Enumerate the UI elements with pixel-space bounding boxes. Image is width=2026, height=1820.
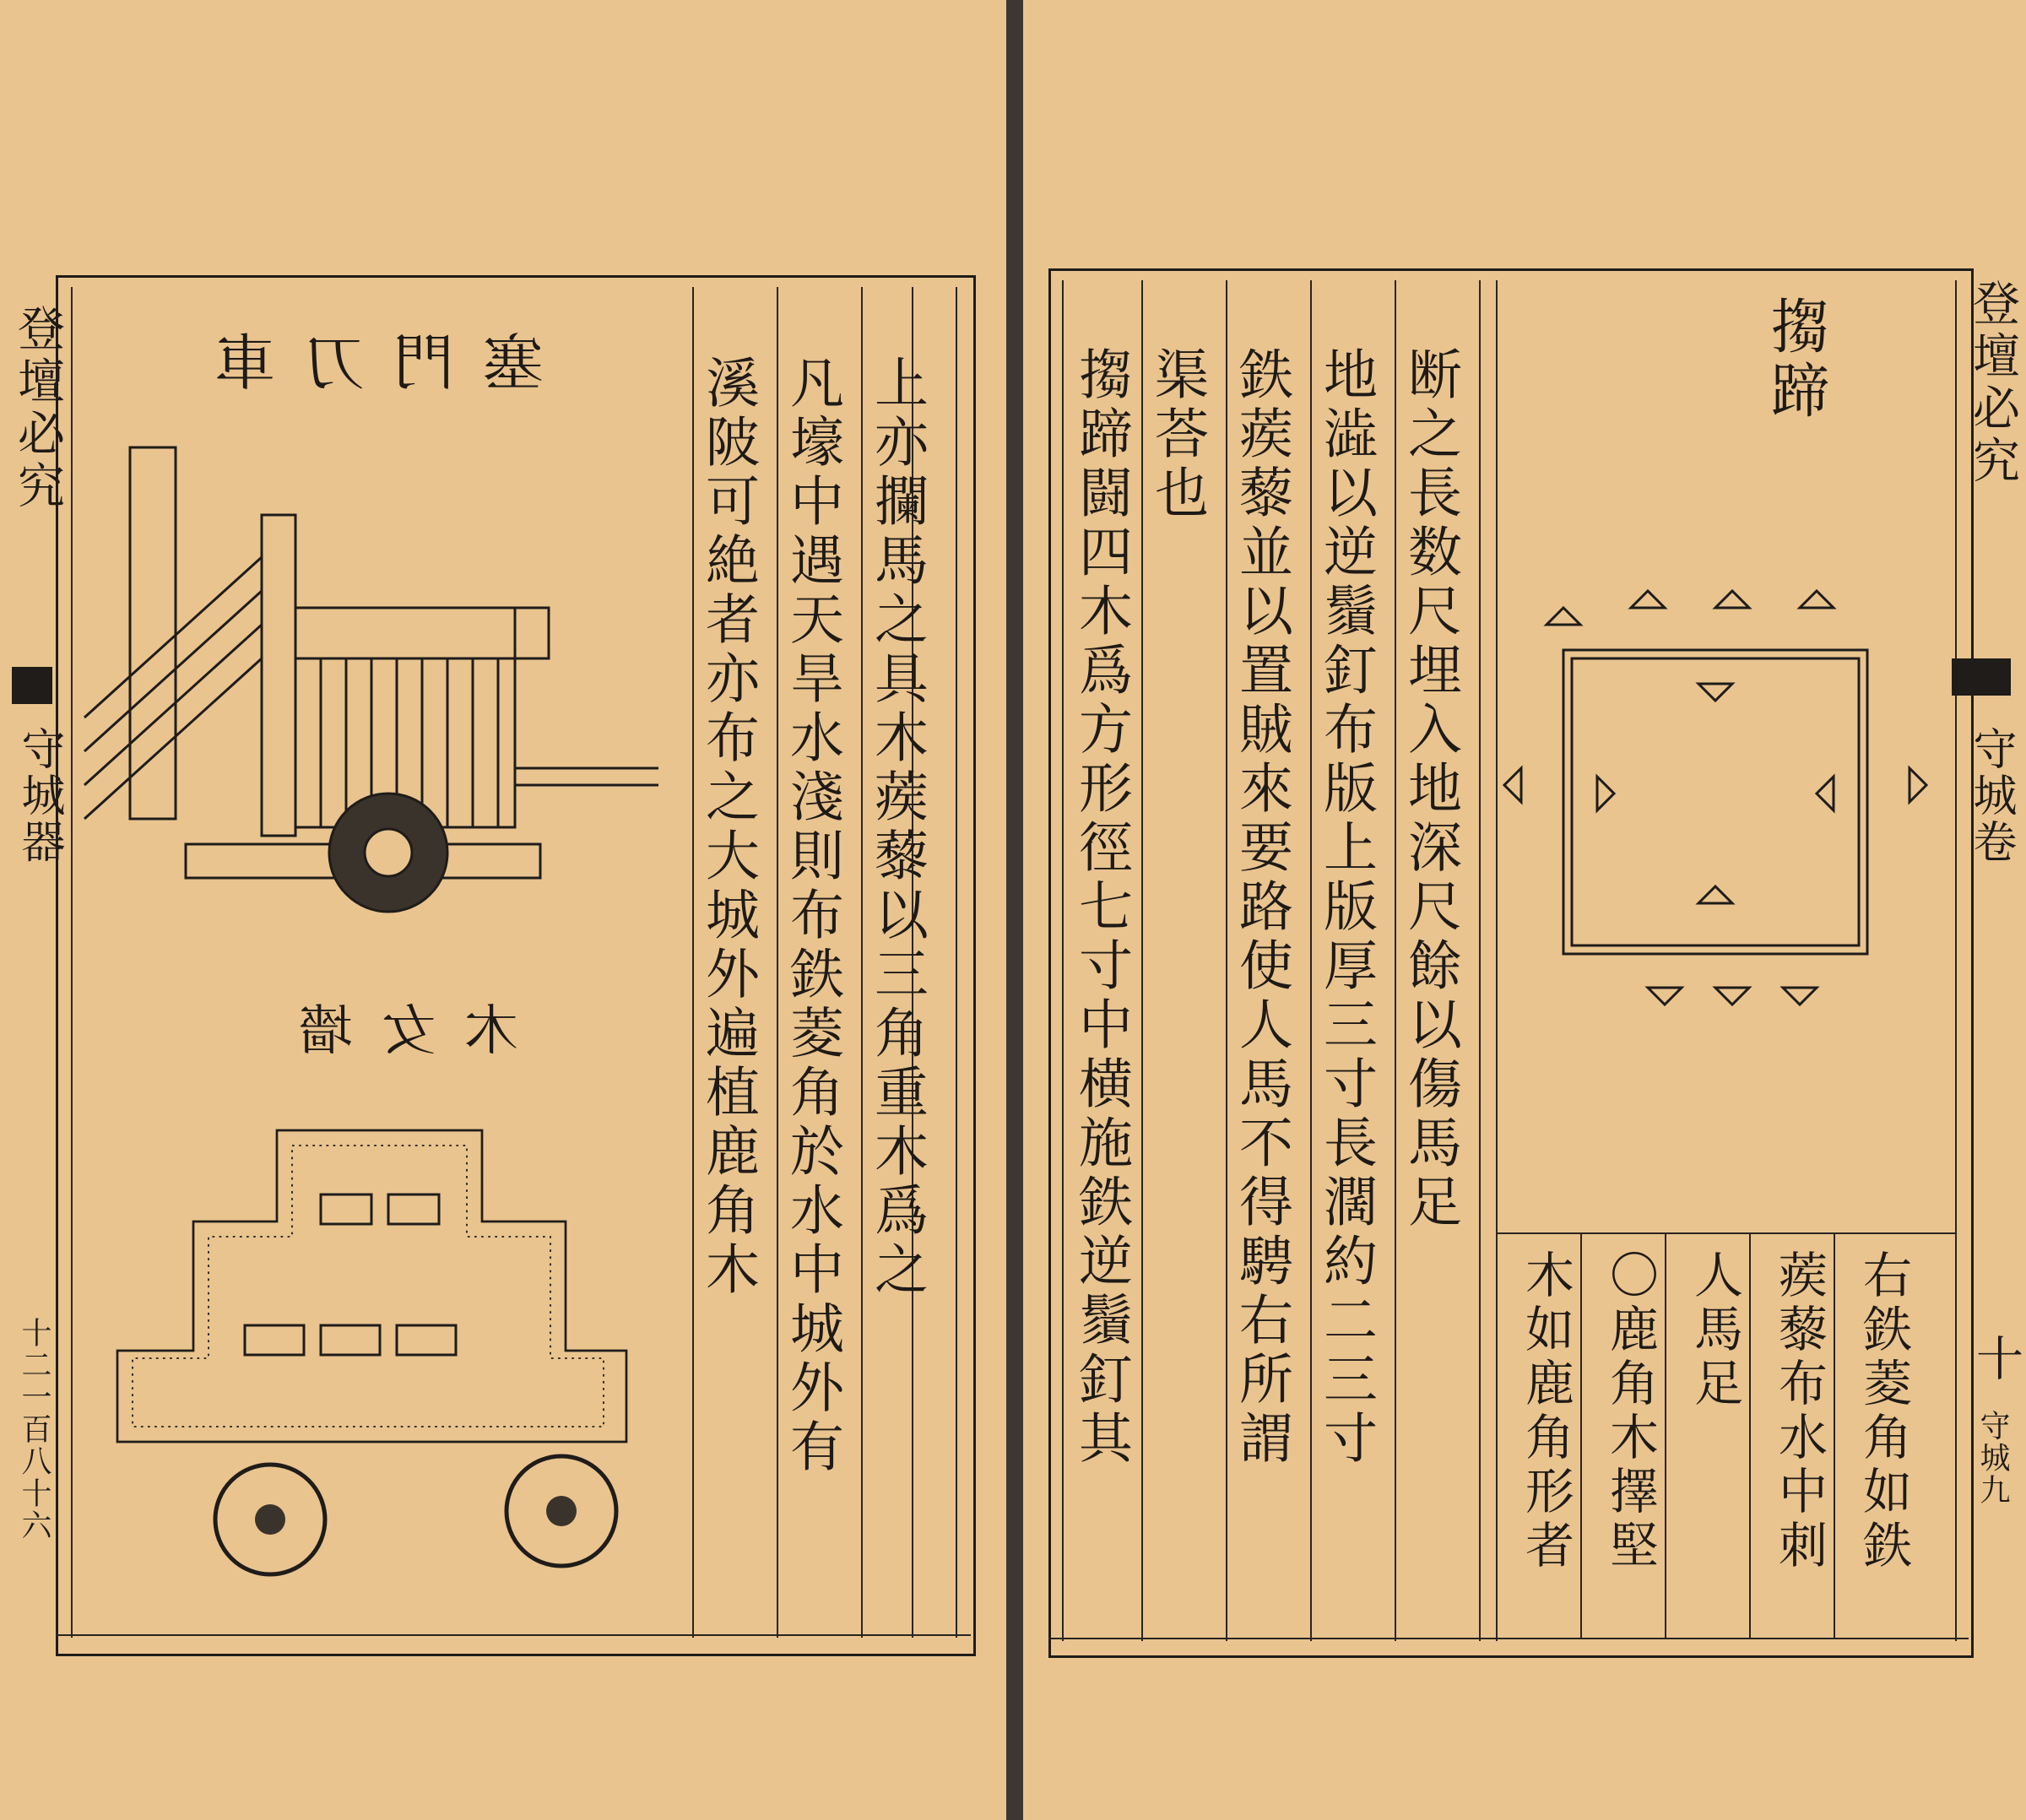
column-rule bbox=[1141, 280, 1143, 1641]
fishtail-mark bbox=[1952, 658, 2011, 696]
caption-divider bbox=[1496, 1232, 1955, 1234]
text-column: 上亦攔馬之具木蒺藜以三角重木爲之 bbox=[865, 355, 928, 1300]
caption-column-rule bbox=[1580, 1232, 1582, 1638]
caption-column: 〇鹿角木擇堅 bbox=[1601, 1249, 1659, 1574]
caption-column: 木如鹿角形者 bbox=[1517, 1249, 1574, 1574]
wall-label: 木女墻 bbox=[270, 1000, 518, 1063]
right-inner-rule bbox=[1955, 280, 1957, 1641]
cart-label: 塞門刀車 bbox=[186, 328, 544, 398]
column-rule bbox=[777, 287, 778, 1638]
text-column: 地澁以逆鬚釘布版上版厚三寸長濶約二三寸 bbox=[1314, 346, 1377, 1469]
margin-section: 守城器 bbox=[14, 726, 64, 865]
caption-column-rule bbox=[1665, 1232, 1666, 1638]
left-inner-rule bbox=[956, 287, 957, 1638]
caption-column-rule bbox=[1749, 1232, 1751, 1638]
book-gutter bbox=[1006, 0, 1023, 1820]
right-inner-rule bbox=[1048, 1638, 1969, 1639]
text-column: 断之長数尺埋入地深尺餘以傷馬足 bbox=[1399, 346, 1461, 1232]
fishtail-mark bbox=[12, 667, 52, 704]
column-rule bbox=[861, 287, 863, 1638]
diagram-label: 搊蹄 bbox=[1761, 295, 1830, 424]
column-rule bbox=[1479, 280, 1481, 1641]
wooden-parapet-illustration bbox=[110, 1123, 650, 1595]
column-rule bbox=[1310, 280, 1312, 1641]
margin-folio: 十 bbox=[1969, 1334, 2023, 1386]
caption-column: 右鉄菱角如鉄 bbox=[1855, 1249, 1912, 1574]
left-page bbox=[0, 0, 1006, 1820]
margin-section: 守城卷 bbox=[1965, 726, 2016, 865]
text-column: 凡壕中遇天旱水淺則布鉄菱角於水中城外有 bbox=[781, 355, 843, 1477]
text-column: 溪陂可絶者亦布之大城外遍植鹿角木 bbox=[696, 355, 759, 1300]
caption-column: 人馬足 bbox=[1686, 1249, 1743, 1411]
margin-title: 登壇必究 bbox=[1965, 279, 2020, 488]
margin-title: 登壇必究 bbox=[10, 304, 65, 513]
text-column: 搊蹄闘四木爲方形徑七寸中横施鉄逆鬚釘其 bbox=[1070, 346, 1132, 1469]
column-rule bbox=[1226, 280, 1227, 1641]
right-inner-rule bbox=[1062, 280, 1064, 1641]
door-blade-cart-illustration bbox=[68, 439, 591, 912]
caltrop-frame-diagram bbox=[1496, 574, 1935, 1013]
caption-column-rule bbox=[1834, 1232, 1835, 1638]
caption-column: 蒺藜布水中刺 bbox=[1770, 1249, 1828, 1574]
margin-folio: 十二一百八十六 bbox=[17, 1317, 51, 1541]
text-column: 鉄蒺藜並以置賊來要路使人馬不得騁右所謂 bbox=[1230, 346, 1292, 1469]
text-column: 渠荅也 bbox=[1146, 346, 1208, 523]
left-inner-rule bbox=[56, 1634, 971, 1636]
column-rule bbox=[692, 287, 694, 1638]
right-page bbox=[1023, 0, 2026, 1820]
column-rule bbox=[1395, 280, 1396, 1641]
margin-folio-small: 守城九 bbox=[1975, 1410, 2010, 1506]
